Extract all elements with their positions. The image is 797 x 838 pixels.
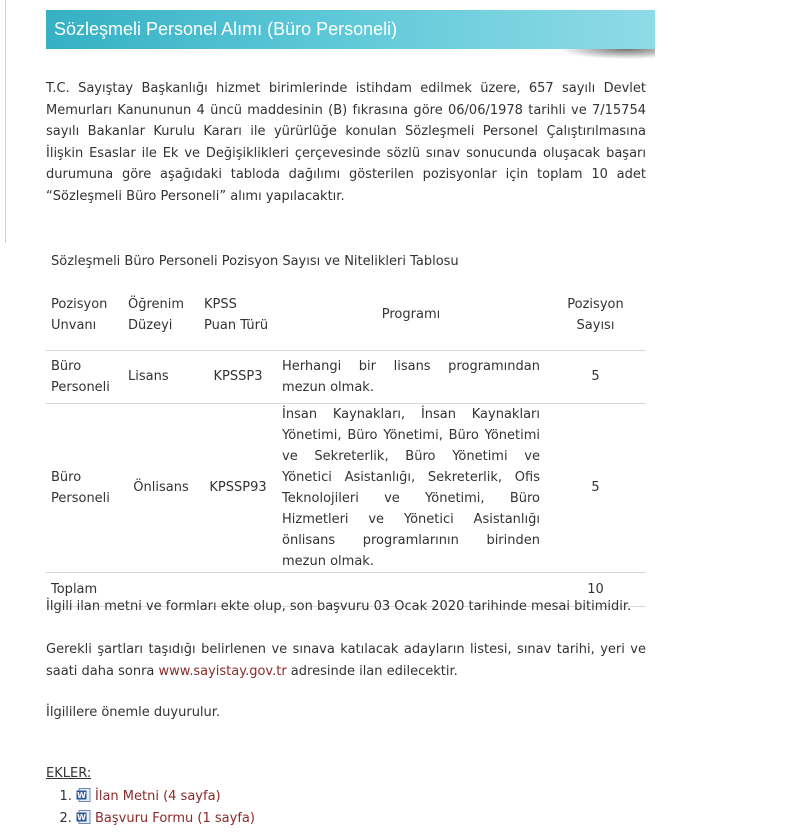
attachment-link-application-form[interactable]: Başvuru Formu (1 sayfa) <box>95 810 255 826</box>
attachments-heading: EKLER: <box>46 766 92 781</box>
list-item <box>76 786 255 808</box>
header-kpss-score-type: KPSS Puan Türü <box>199 280 277 350</box>
cell-education-level: Lisans <box>123 350 199 403</box>
header-position-count: Pozisyon Sayısı <box>545 280 646 350</box>
table-row <box>46 403 646 572</box>
sayistay-website-link[interactable]: www.sayistay.gov.tr <box>158 663 287 679</box>
left-divider-line <box>5 0 6 243</box>
page-title-banner <box>46 10 655 49</box>
header-program: Programı <box>277 280 545 350</box>
candidate-list-paragraph <box>46 639 646 682</box>
total-label: Toplam <box>46 572 545 606</box>
positions-table <box>46 280 646 607</box>
banner-shadow <box>560 49 655 59</box>
notice-paragraph: İlgililere önemle duyurulur. <box>46 705 221 720</box>
cell-education-level: Önlisans <box>123 403 199 572</box>
attachment-link-announcement[interactable]: İlan Metni (4 sayfa) <box>95 789 221 804</box>
intro-paragraph: T.C. Sayıştay Başkanlığı hizmet birimlerinde istihdam edilmek üzere, 657 sayılı Devlet Memurları Kanununun 4 üncü maddesinin (B) fıkrasına göre 06/06/1978 tarihli ve 7/15754 sayılı Bakanlar Kurulu Kararı ile yürürlüğe konulan Sözleşmeli Personel Çalıştırılmasına İlişkin Esaslar ile Ek ve Değişiklikleri çerçevesinde sözlü sınav sonucunda oluşacak başarı durumuna göre aşağıdaki tabloda dağılımı gösterilen pozisyonlar için toplam 10 adet “Sözleşmeli Büro Personeli” alımı yapılacaktır. <box>46 81 646 204</box>
deadline-paragraph: İlgili ilan metni ve formları ekte olup, son başvuru 03 Ocak 2020 tarihinde mesai bitimidir. <box>46 599 632 614</box>
table-caption: Sözleşmeli Büro Personeli Pozisyon Sayısı ve Nitelikleri Tablosu <box>51 254 459 269</box>
list-item <box>76 808 255 830</box>
word-document-icon <box>76 788 91 802</box>
attachments-list <box>46 786 255 829</box>
cell-program: İnsan Kaynakları, İnsan Kaynakları Yönetimi, Büro Yönetimi, Büro Yönetimi ve Sekreterlik, Büro Yönetimi ve Yönetici Asistanlığı, Sekreterlik, Ofis Teknolojileri ve Yönetimi, Büro Hizmetleri ve Yönetici Asistanlığı önlisans programlarının birinden mezun olmak. <box>277 403 545 572</box>
header-position-title: Pozisyon Unvanı <box>46 280 123 350</box>
page-title: Sözleşmeli Personel Alımı (Büro Personeli) <box>54 19 398 39</box>
table-row <box>46 350 646 403</box>
svg-text:W: 2. W <box>77 812 86 822</box>
candidate-list-text: Gerekli şartları taşıdığı belirlenen ve sınava katılacak adayların listesi, sınav tarihi, yeri ve saati daha sonra <box>46 642 646 679</box>
total-value: 10 <box>545 572 646 606</box>
cell-position-count: 5 <box>545 350 646 403</box>
table-header-row <box>46 280 646 350</box>
candidate-list-text-end: adresinde ilan edilecektir. <box>286 663 458 679</box>
svg-text:W: 1. W <box>77 791 86 800</box>
cell-position-title: Büro Personeli <box>46 350 123 403</box>
cell-kpss-score-type: KPSSP93 <box>199 403 277 572</box>
header-education-level: Öğrenim Düzeyi <box>123 280 199 350</box>
cell-kpss-score-type: KPSSP3 <box>199 350 277 403</box>
cell-position-count: 5 <box>545 403 646 572</box>
cell-position-title: Büro Personeli <box>46 403 123 572</box>
word-document-icon <box>76 810 91 824</box>
cell-program: Herhangi bir lisans programından mezun olmak. <box>277 350 545 403</box>
